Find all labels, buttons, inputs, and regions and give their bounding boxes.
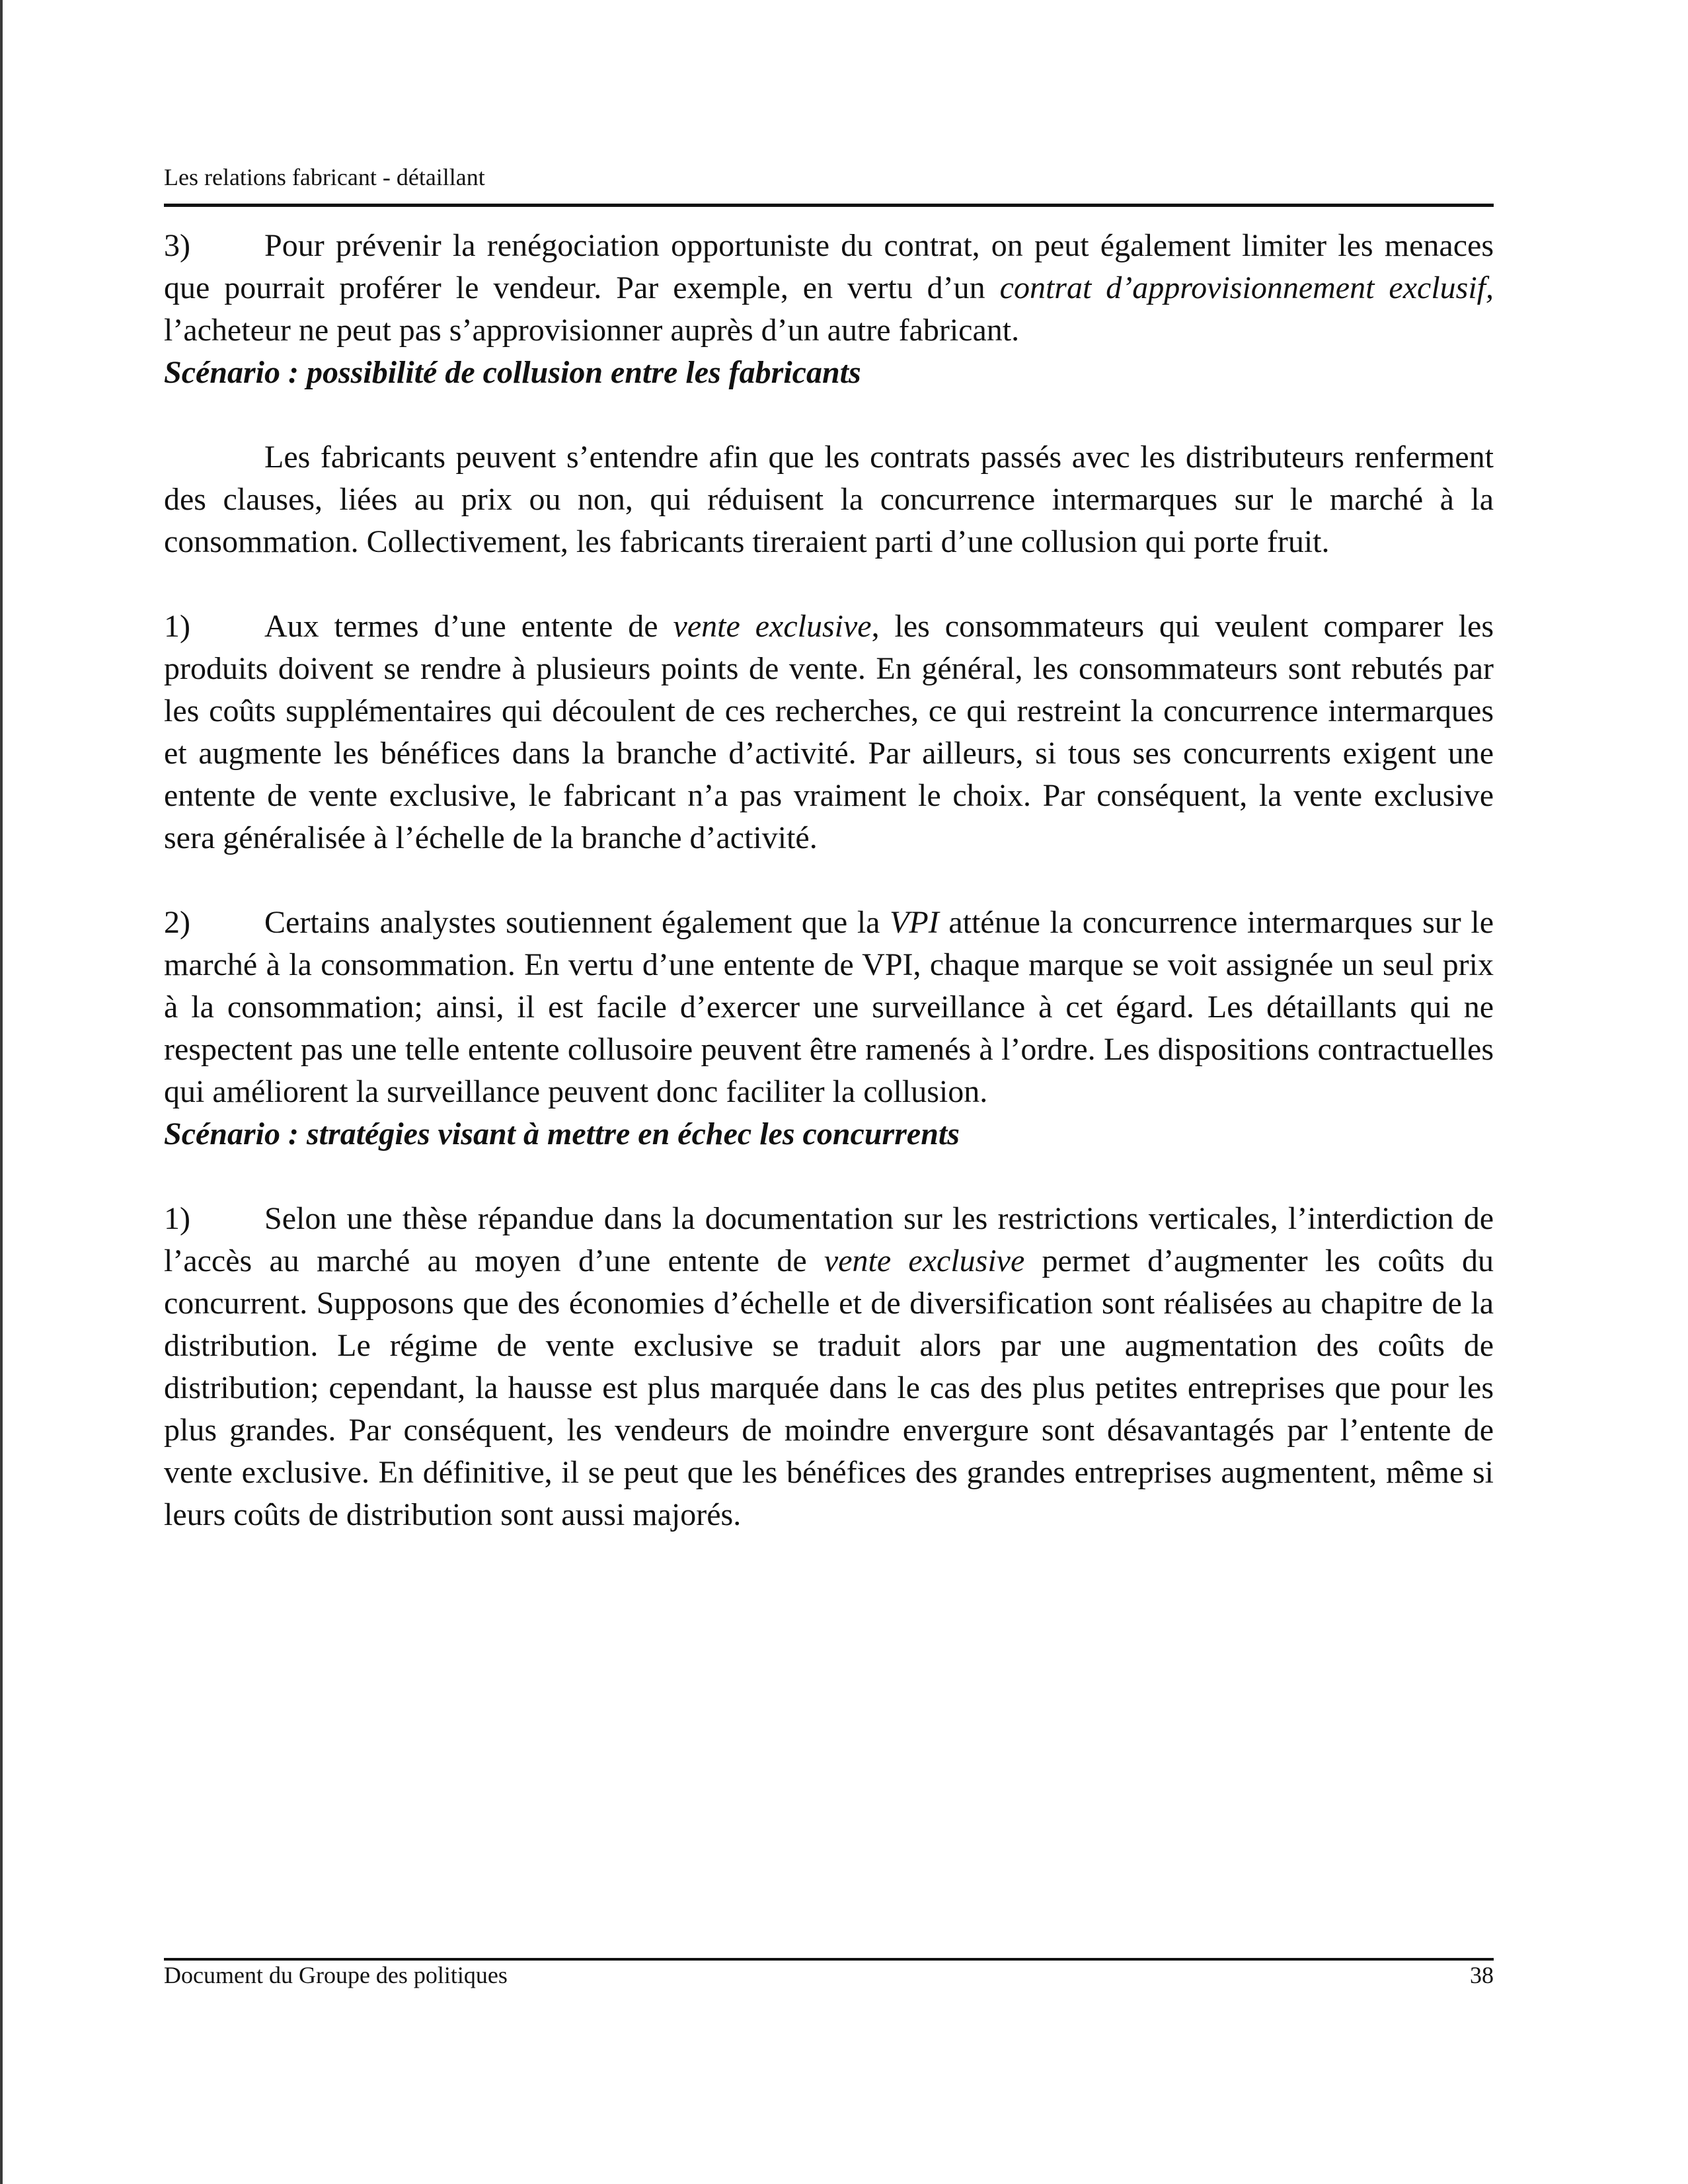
- page-number: 38: [1470, 1962, 1494, 1988]
- item-number: 1): [164, 609, 190, 644]
- paragraph-intro-3: [164, 225, 1494, 352]
- section-heading-strategies: Scénario : stratégies visant à mettre en échec les concurrents: [164, 1116, 960, 1151]
- paragraph-text: Pour prévenir la renégociation opportuniste du contrat, on peut également limiter les menaces que pourrait proférer le vendeur. Par exemple, en vertu d’un: [164, 228, 1494, 305]
- paragraph-collusion: Les fabricants peuvent s’entendre afin que les contrats passés avec les distributeurs renferment des clauses, liées au prix ou non, qui réduisent la concurrence intermarques sur le marché à la consommation. Collectivement, les fabricants tireraient parti d’une collusion qui porte fruit.: [164, 440, 1494, 559]
- item-number: 1): [164, 1201, 190, 1236]
- main-content: [164, 225, 1494, 1536]
- paragraph-text: permet d’augmenter les coûts du concurrent. Supposons que des économies d’échelle et de diversification sont réalisées au chapitre de la distribution. Le régime de vente exclusive se traduit alors par une augmentation des coûts de distribution; cependant, la hausse est plus marquée dans le cas des plus petites entreprises que pour les plus grandes. Par conséquent, les vendeurs de moindre envergure sont désavantagés par l’entente de vente exclusive. En définitive, il se peut que les bénéfices des grandes entreprises augmentent, même si leurs coûts de distribution sont aussi majorés.: [164, 1243, 1494, 1532]
- paragraph-text: Aux termes d’une entente de: [264, 609, 673, 644]
- item-number: 2): [164, 905, 190, 940]
- emphasis-term: contrat d’approvisionnement exclusif,: [999, 270, 1494, 305]
- emphasis-term: vente exclusive: [673, 609, 872, 644]
- paragraph-text: Certains analystes soutiennent également que la: [264, 905, 890, 940]
- paragraph-text: atténue la concurrence intermarques sur le marché à la consommation. En vertu d’une entente de VPI, chaque marque se voit assignée un seul prix à la consommation; ainsi, il est facile d’exercer une surveillance à cet égard. Les détaillants qui ne respectent pas une telle entente collusoire peuvent être ramenés à l’ordre. Les dispositions contractuelles qui améliorent la surveillance peuvent donc faciliter la collusion.: [164, 905, 1494, 1109]
- scan-left-edge: [0, 0, 3, 2184]
- paragraph-text: , les consommateurs qui veulent comparer les produits doivent se rendre à plusieurs points de vente. En général, les consommateurs sont rebutés par les coûts supplémentaires qui découlent de ces recherches, ce qui restreint la concurrence intermarques et augmente les bénéfices dans la branche d’activité. Par ailleurs, si tous ses concurrents exigent une entente de vente exclusive, le fabricant n’a pas vraiment le choix. Par conséquent, la vente exclusive sera généralisée à l’échelle de la branche d’activité.: [164, 609, 1494, 855]
- footer-document-name: Document du Groupe des politiques: [164, 1962, 508, 1988]
- section-heading-collusion: Scénario : possibilité de collusion entre les fabricants: [164, 355, 861, 390]
- paragraph-strategies-1: [164, 1198, 1494, 1536]
- emphasis-term: vente exclusive: [824, 1243, 1025, 1278]
- item-number: 3): [164, 228, 190, 263]
- emphasis-term: VPI: [890, 905, 939, 940]
- paragraph-text: Selon une thèse répandue dans la documentation sur les restrictions verticales, l’interdiction de l’accès au marché au moyen d’une entente de: [164, 1201, 1494, 1278]
- paragraph-collusion-1: [164, 605, 1494, 859]
- paragraph-text: l’acheteur ne peut pas s’approvisionner auprès d’un autre fabricant.: [164, 313, 1020, 348]
- running-header: Les relations fabricant - détaillant: [164, 164, 485, 190]
- paragraph-collusion-2: [164, 902, 1494, 1113]
- header-rule: [164, 204, 1494, 207]
